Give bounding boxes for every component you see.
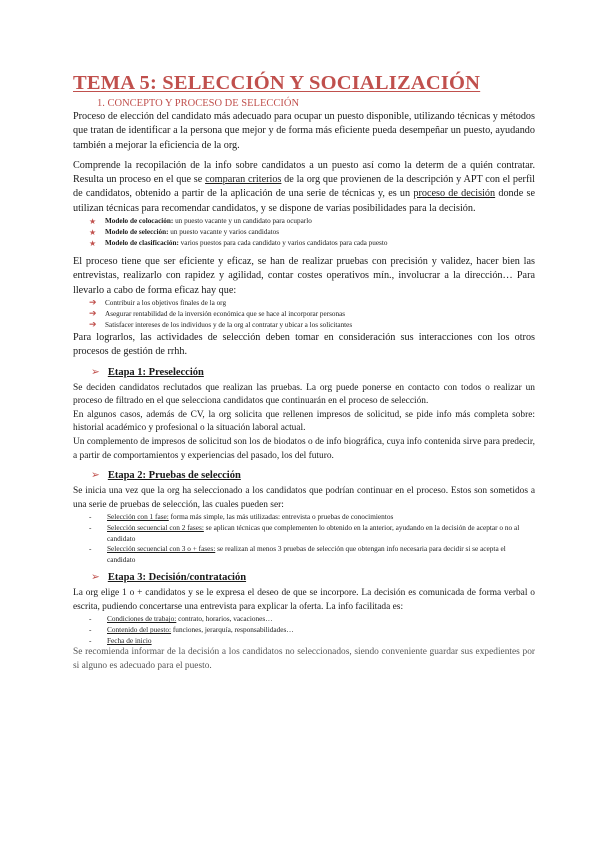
dash-icon: - xyxy=(89,522,92,532)
paragraph-definition: Proceso de elección del candidato más adecuado para ocupar un puesto disponible, utilizando técnicas y métodos que tratan de identificar a la persona que mejor y de forma más eficiente pueda desempeñar un puesto, ayudando también a mejorar la eficiencia de la org. xyxy=(73,111,535,151)
stage-1-paragraph: Se deciden candidatos reclutados que realizan las pruebas. La org puede ponerse en contacto con todos o realizar un proceso de filtrado en el que selecciona candidatos que continuarán en el proceso de selección. xyxy=(73,382,535,407)
arrowhead-icon: ➢ xyxy=(91,470,100,482)
tests-list xyxy=(73,512,535,565)
stage-2-paragraph: Se inicia una vez que la org ha seleccionado a los candidatos que podrían continuar en el proceso. Estos son sometidos a una serie de pruebas de selección, las cuales pueden ser: xyxy=(73,486,535,510)
list-item: - Selección secuencial con 2 fases: se aplican técnicas que complementen lo obtenido en la anterior, ayudando en la decisión de aceptar o no al candidato xyxy=(89,522,520,543)
list-item: ★ Modelo de colocación: un puesto vacante y un candidato para ocuparlo xyxy=(89,217,312,227)
arrow-icon: ➔ xyxy=(89,307,97,318)
dash-icon: - xyxy=(89,512,92,522)
arrowhead-icon: ➢ xyxy=(91,572,100,584)
stage-3-paragraph: La org elige 1 o + candidatos y se le expresa el deseo de que se incorpore. La decisión es comunicada de forma verbal o escrita, pudiendo concertarse una entrevista para explicar la oferta. La info facilitada es: xyxy=(73,588,535,612)
paragraph-interactions: Para lograrlos, las actividades de selección deben tomar en consideración sus interacciones con los otros procesos de gestión de rrhh. xyxy=(73,331,535,358)
star-icon: ★ xyxy=(89,239,97,249)
list-item: - Fecha de inicio xyxy=(89,635,152,645)
stage-1-paragraph: Un complemento de impresos de solicitud son los de biodatos o de info biográfica, cuya info contenida sirve para predecir, a partir de comportamientos y experiencias del pasado, los del futuro. xyxy=(73,436,535,461)
models-list xyxy=(73,216,535,249)
list-item: - Selección con 1 fase: forma más simple, las más utilizadas: entrevista o pruebas de conocimientos xyxy=(89,512,394,522)
list-item: ➔ Satisfacer intereses de los individuos y de la org al contratar y ubicar a los solicitantes xyxy=(89,318,353,329)
star-icon: ★ xyxy=(89,228,97,238)
info-list xyxy=(73,614,535,646)
list-item: ➔ Contribuir a los objetivos finales de la org xyxy=(89,296,227,307)
arrow-icon: ➔ xyxy=(89,296,97,307)
dash-icon: - xyxy=(89,625,92,635)
document-page xyxy=(73,70,535,673)
stage-3-heading: ➢ Etapa 3: Decisión/contratación xyxy=(91,572,247,584)
dash-icon: - xyxy=(89,635,92,645)
arrow-icon: ➔ xyxy=(89,318,97,329)
stage-2-heading: ➢ Etapa 2: Pruebas de selección xyxy=(91,470,241,482)
stage-1-paragraph: En algunos casos, además de CV, la org solicita que rellenen impresos de solicitud, se pide info más completa sobre: historial académico y profesional o la situación laboral actual. xyxy=(73,409,535,434)
paragraph-process: Comprende la recopilación de la info sobre candidatos a un puesto así como la determ de a quién contratar. Resulta un proceso en el que se comparan criterios de la org que provienen de la descripción y APT con el perfil de candidatos, obtenido a partir de la aplicación de una serie de técnicas y, es un proceso de decisión donde se utilizan técnicas para recomendar candidatos, y se dispone de varias posibilidades para la decisión. xyxy=(73,159,536,214)
paragraph-efficiency: El proceso tiene que ser eficiente y eficaz, se han de realizar pruebas con precisión y validez, hacer bien las entrevistas, realizarlo con rapidez y agilidad, contar costes operativos mín., involucrar a la dirección… Para llevarlo a cabo de forma eficaz hay que: xyxy=(73,256,535,296)
list-item: - Contenido del puesto: funciones, jerarquía, responsabilidades… xyxy=(89,625,294,635)
stage-1-heading: ➢ Etapa 1: Preselección xyxy=(91,366,204,378)
list-item: - Condiciones de trabajo: contrato, horarios, vacaciones… xyxy=(89,614,273,624)
star-icon: ★ xyxy=(89,217,97,227)
list-item: ★ Modelo de clasificación: varios puestos para cada candidato y varios candidatos para cada puesto xyxy=(89,239,388,249)
arrowhead-icon: ➢ xyxy=(91,366,100,378)
section-heading: 1. CONCEPTO Y PROCESO DE SELECCIÓN xyxy=(97,98,300,109)
list-item: ★ Modelo de selección: un puesto vacante y varios candidatos xyxy=(89,228,280,238)
dash-icon: - xyxy=(89,614,92,624)
dash-icon: - xyxy=(89,544,92,554)
page-title: TEMA 5: SELECCIÓN Y SOCIALIZACIÓN xyxy=(73,72,481,94)
list-item: - Selección secuencial con 3 o + fases: se realizan al menos 3 pruebas de selección que obtengan info necesaria para decidir si se acepta el candidato xyxy=(89,544,506,564)
list-item: ➔ Asegurar rentabilidad de la inversión económica que se hace al incorporar personas xyxy=(89,307,346,318)
goals-list xyxy=(73,298,535,331)
stage-3-paragraph: Se recomienda informar de la decisión a los candidatos no seleccionados, siendo conveniente guardar sus expedientes por si alguno es adecuado para el puesto. xyxy=(73,647,535,671)
